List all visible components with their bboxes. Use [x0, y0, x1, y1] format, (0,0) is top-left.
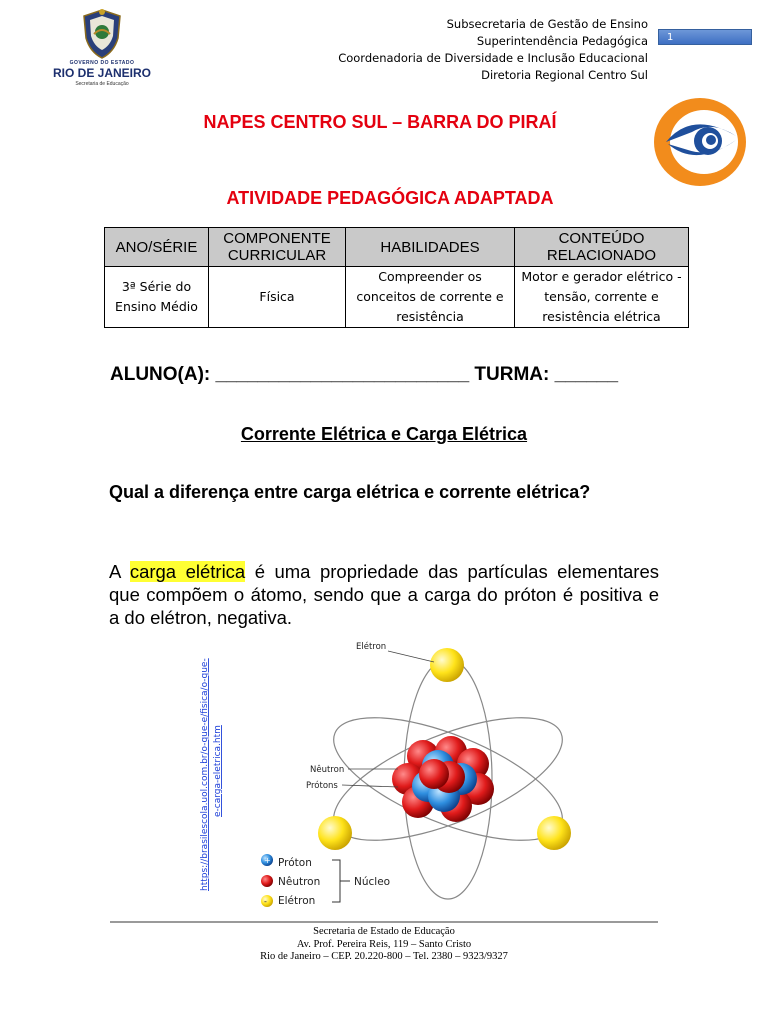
paragraph-start: A: [109, 561, 130, 582]
source-link-line2[interactable]: e-carga-eletrica.htm: [213, 725, 223, 817]
paragraph-rest: é uma propriedade das partículas elementares que compõem o átomo, sendo que a carga do próton é positiva e a do elétron, negativa.: [109, 561, 659, 628]
label-protons: Prótons: [306, 781, 338, 791]
government-logo-line1: GOVERNO DO ESTADO: [69, 60, 135, 66]
legend-electron-marker: [261, 895, 273, 907]
electron: [318, 816, 352, 850]
electron: [537, 816, 571, 850]
legend-nucleo: Núcleo: [354, 876, 391, 888]
coat-of-arms-icon: [80, 8, 124, 60]
footer-line: Av. Prof. Pereira Reis, 119 – Santo Cristo: [296, 938, 472, 950]
table-header-row: [105, 228, 689, 267]
government-logo: [52, 8, 152, 88]
legend-proton: Próton: [278, 857, 312, 869]
student-name-class-line: ALUNO(A): ________________________ TURMA: ______: [110, 364, 619, 385]
label-neutron: Nêutron: [310, 765, 345, 775]
highlighted-term: carga elétrica: [129, 561, 246, 582]
footer: [0, 926, 768, 964]
activity-info-table: [104, 227, 689, 328]
government-logo-line2: RIO DE JANEIRO: [52, 66, 151, 80]
source-link-line1[interactable]: https://brasilescola.uol.com.br/o-que-e/fisica/o-que-: [200, 658, 210, 891]
question-text: Qual a diferença entre carga elétrica e corrente elétrica?: [109, 482, 591, 502]
figure-legend: [261, 854, 390, 907]
table-cell: Motor e gerador elétrico -tensão, corrente e resistência elétrica: [515, 267, 689, 328]
page-number-badge: 1: [658, 29, 752, 45]
header-organization-lines: [338, 16, 648, 84]
table-header-cell: HABILIDADES: [346, 228, 515, 267]
explanation-paragraph: [109, 560, 659, 629]
header-line: Subsecretaria de Gestão de Ensino: [446, 17, 648, 31]
header-line: Diretoria Regional Centro Sul: [481, 68, 648, 82]
section-title: Corrente Elétrica e Carga Elétrica: [240, 424, 528, 444]
table-cell: Física: [209, 267, 346, 328]
government-logo-line3: Secretaria de Educação: [75, 81, 129, 87]
header-line: Coordenadoria de Diversidade e Inclusão Educacional: [338, 51, 648, 65]
table-header-cell: CONTEÚDO RELACIONADO: [515, 228, 689, 267]
table-cell: 3ª Série do Ensino Médio: [105, 267, 209, 328]
electron: [430, 648, 464, 682]
eye-logo-icon: [652, 96, 748, 188]
footer-line: Secretaria de Estado de Educação: [313, 926, 455, 937]
legend-neutron-marker: [261, 875, 273, 887]
legend-eletron: Elétron: [278, 895, 316, 907]
legend-neutron: Nêutron: [278, 876, 321, 888]
table-header-cell: COMPONENTE CURRICULAR: [209, 228, 346, 267]
atom-illustration: [248, 634, 598, 914]
label-eletron: Elétron: [356, 642, 387, 652]
table-row: [105, 267, 689, 328]
table-cell: Compreender os conceitos de corrente e resistência: [346, 267, 515, 328]
source-link[interactable]: [197, 650, 225, 895]
svg-text:+: +: [264, 856, 271, 865]
activity-title: ATIVIDADE PEDAGÓGICA ADAPTADA: [226, 188, 554, 208]
table-header-cell: ANO/SÉRIE: [105, 228, 209, 267]
footer-divider: [110, 921, 658, 923]
header-line: Superintendência Pedagógica: [476, 34, 648, 48]
footer-line: Rio de Janeiro – CEP. 20.220-800 – Tel. 2380 – 9323/9327: [260, 951, 508, 962]
napes-title: NAPES CENTRO SUL – BARRA DO PIRAÍ: [203, 112, 557, 132]
svg-text:-: -: [264, 897, 267, 906]
